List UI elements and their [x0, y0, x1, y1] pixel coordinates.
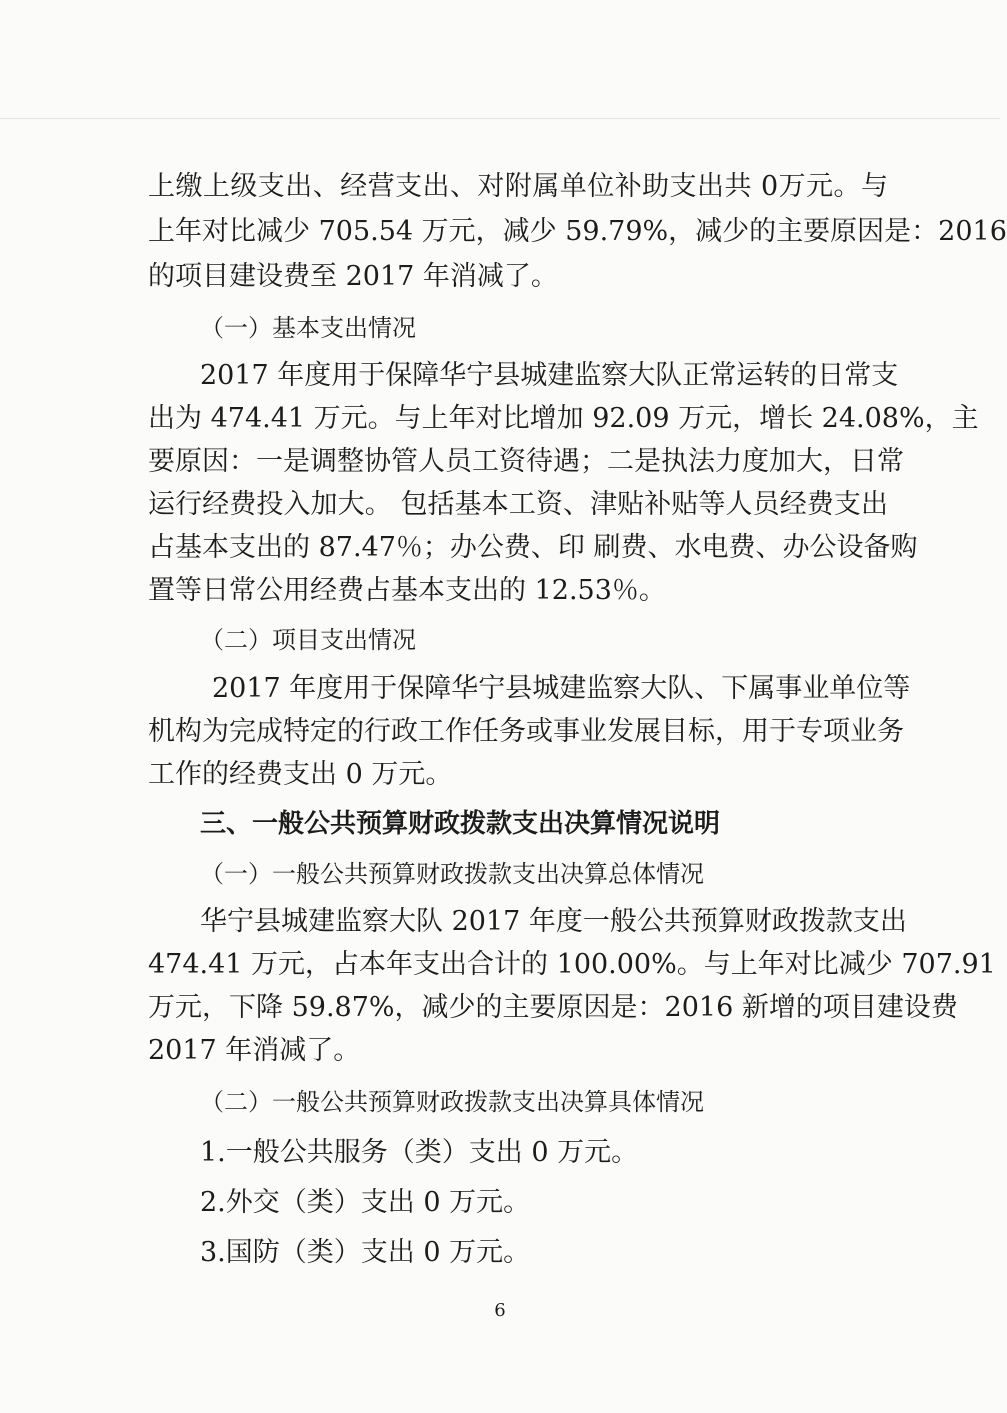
- page-number: 6: [494, 1300, 506, 1321]
- body-line: 华宁县城建监察大队 2017 年度一般公共预算财政拨款支出: [200, 906, 907, 937]
- list-item: 3.国防（类）支出 0 万元。: [200, 1237, 531, 1268]
- scan-artifact: [0, 118, 1000, 119]
- body-line: 占基本支出的 87.47％；办公费、印 刷费、水电费、办公设备购: [148, 532, 918, 563]
- body-line: 出为 474.41 万元。与上年对比增加 92.09 万元，增长 24.08%，主: [148, 403, 979, 434]
- body-line: 机构为完成特定的行政工作任务或事业发展目标，用于专项业务: [148, 716, 904, 747]
- body-line: 2017 年度用于保障华宁县城建监察大队正常运转的日常支: [200, 360, 899, 391]
- body-line: 2017 年消减了。: [148, 1035, 361, 1066]
- section-heading: 三、一般公共预算财政拨款支出决算情况说明: [200, 809, 721, 839]
- body-line: 2017 年度用于保障华宁县城建监察大队、下属事业单位等: [212, 673, 911, 704]
- body-line: 上年对比减少 705.54 万元，减少 59.79%，减少的主要原因是：2016: [148, 216, 1007, 247]
- section-subheading: （一）一般公共预算财政拨款支出决算总体情况: [200, 860, 704, 888]
- body-line: 工作的经费支出 0 万元。: [148, 759, 453, 790]
- section-subheading: （二）项目支出情况: [200, 626, 416, 654]
- section-subheading: （一）基本支出情况: [200, 314, 416, 342]
- body-line: 运行经费投入加大。 包括基本工资、津贴补贴等人员经费支出: [148, 489, 888, 520]
- body-line: 474.41 万元，占本年支出合计的 100.00%。与上年对比减少 707.91: [148, 949, 996, 980]
- section-subheading: （二）一般公共预算财政拨款支出决算具体情况: [200, 1088, 704, 1116]
- list-item: 2.外交（类）支出 0 万元。: [200, 1187, 531, 1218]
- body-line: 万元，下降 59.87%，减少的主要原因是：2016 新增的项目建设费: [148, 992, 958, 1023]
- list-item: 1.一般公共服务（类）支出 0 万元。: [200, 1137, 639, 1168]
- body-line: 要原因：一是调整协管人员工资待遇；二是执法力度加大，日常: [148, 446, 904, 477]
- body-line: 的项目建设费至 2017 年消减了。: [148, 261, 558, 292]
- body-line: 置等日常公用经费占基本支出的 12.53％。: [148, 575, 666, 606]
- body-line: 上缴上级支出、经营支出、对附属单位补助支出共 0万元。与: [148, 171, 888, 202]
